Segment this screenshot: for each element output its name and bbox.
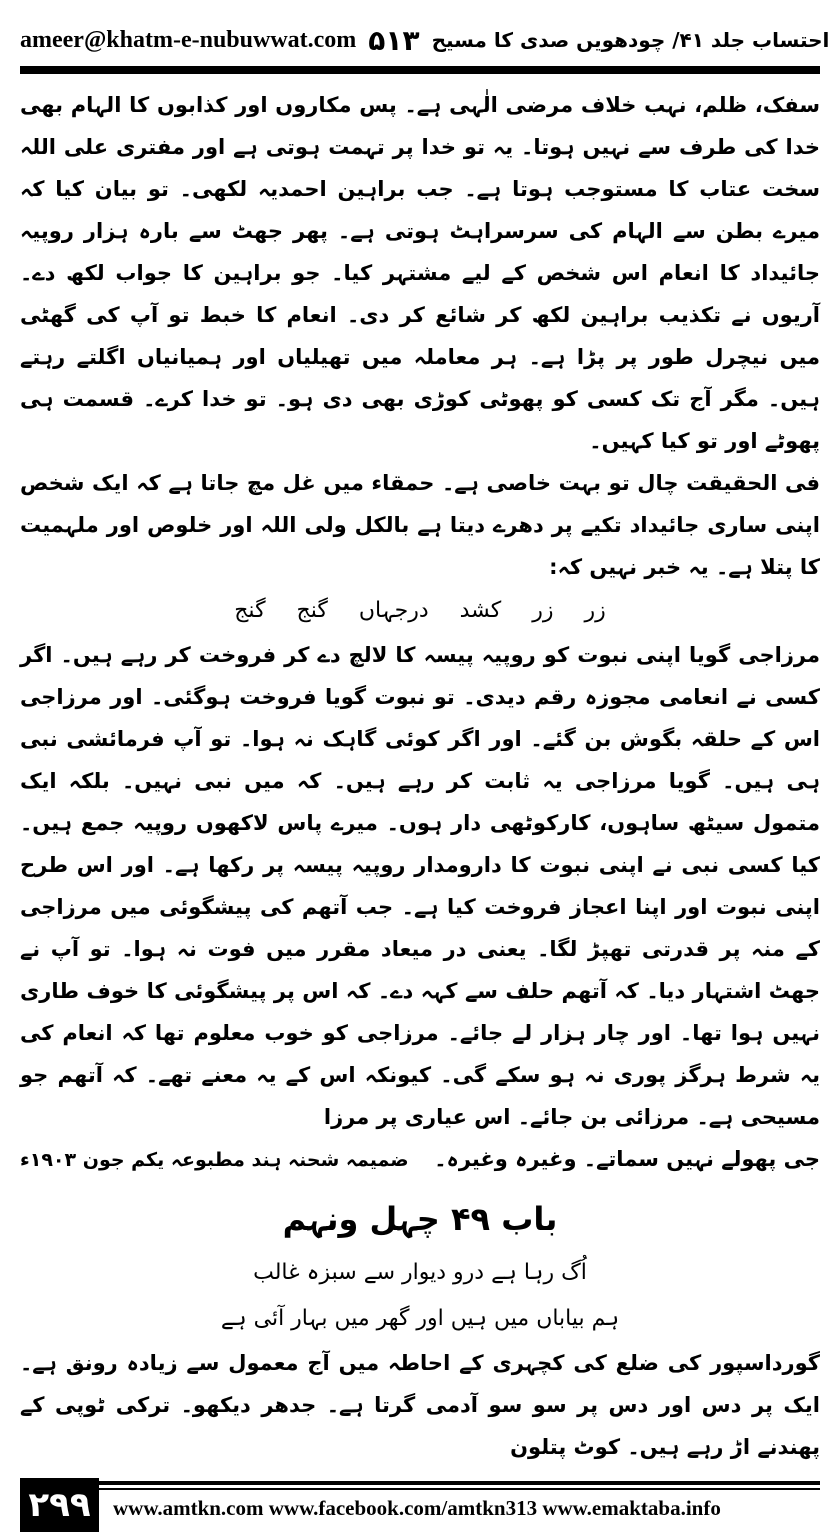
header-page-number: ۵۱۳	[368, 23, 420, 57]
header-book-title: احتساب جلد ۴۱/ چودھویں صدی کا مسیح	[431, 28, 830, 52]
text-line: ہزار روپیہ جائیداد کا انعام اس شخص کے لیے مشتہر کیا۔ جو براہین کا جواب لکھ دے۔ آریوں نے	[20, 219, 821, 327]
text-line: نہیں ہوا تھا۔ اور چار ہزار لے جائے۔ مرزاجی کو خوب معلوم تھا کہ انعام کی یہ شرط ہرگز پوری نہ	[20, 1021, 821, 1087]
text-line: میں تھیلیاں اور ہمیانیاں اگلتے رہتے ہیں۔ مگر آج تک کسی کو پھوٹی کوڑی بھی دی ہو۔ تو خدا	[20, 345, 820, 411]
header-rule	[20, 66, 820, 74]
persian-verse: زر زر کشد درجہاں گنج گنج	[234, 598, 606, 623]
paragraph	[20, 84, 820, 462]
footer-page-number: ۲۹۹	[20, 1478, 99, 1532]
paragraph	[20, 1342, 820, 1468]
chapter-title: باب ۴۹ چہل ونہم	[282, 1200, 558, 1238]
verse-line: اُگ رہا ہے درو دیوار سے سبزہ غالب	[253, 1260, 587, 1285]
text-line: کیا ہے۔ جب آتھم کی پیشگوئی میں مرزاجی کے منہ پر قدرتی تھپڑ لگا۔ یعنی در میعاد مقرر میں فوت	[20, 895, 820, 961]
text-line: جی پھولے نہیں سماتے۔ وغیرہ وغیرہ۔	[434, 1147, 820, 1171]
header-email: ameer@khatm-e-nubuwwat.com	[20, 26, 357, 53]
text-line: کرے۔ قسمت ہی پھوٹے اور تو کیا کہیں۔	[20, 387, 820, 453]
text-line: دس اور دس پر سو سو آدمی گرتا ہے۔ جدھر دیکھو۔ ترکی ٹوپی کے پھندنے اڑ رہے ہیں۔ کوٹ پتلون	[20, 1393, 820, 1459]
text-line: نبی نے اپنی نبوت کا دارومدار روپیہ پیسہ پر رکھا ہے۔ اور اس طرح اپنی نبوت اور اپنا اعجاز فروخت	[20, 853, 821, 919]
text-line: اگر کوئی گاہک نہ ہوا۔ تو آپ فرمائشی نبی ہی ہیں۔ گویا مرزاجی یہ ثابت کر رہے ہیں۔ کہ میں نبی	[20, 727, 821, 793]
text-line: فی الحقیقت چال تو بہت خاصی ہے۔ حمقاء میں غل مچ جاتا ہے کہ ایک شخص اپنی ساری	[20, 471, 820, 537]
page-header	[20, 0, 830, 62]
footer-right	[99, 1478, 820, 1532]
text-line: تکذیب براہین لکھ کر شائع کر دی۔ انعام کا خبط تو آپ کی گھٹی میں نیچرل طور پر پڑا ہے۔ ہر معاملہ	[20, 303, 820, 369]
footer-links: www.amtkn.com www.facebook.com/amtkn313 www.emaktaba.info	[113, 1496, 721, 1520]
text-line: سفک، ظلم، نہب خلاف مرضی الٰہی ہے۔ پس مکاروں اور کذابوں کا الہام بھی خدا کی طرف سے	[20, 93, 821, 159]
paragraph	[20, 634, 820, 1138]
source-attribution: ضمیمہ شحنہ ہند مطبوعہ یکم جون ۱۹۰۳ء	[20, 1149, 409, 1171]
text-line: ہو سکے گی۔ کیونکہ اس کے یہ معنے تھے۔ کہ آتھم جو مسیحی ہے۔ مرزائی بن جائے۔ اس عیاری پر مرزا	[20, 1063, 820, 1129]
text-line: جائیداد تکیے پر دھرے دیتا ہے بالکل ولی اللہ اور خلوص اور ملہمیت کا پتلا ہے۔ یہ خبر نہیں کہ:	[20, 513, 820, 579]
verse-line: ہم بیاباں میں ہیں اور گھر میں بہار آئی ہے	[220, 1306, 620, 1331]
footer-rule	[99, 1481, 820, 1485]
text-line: انعامی مجوزہ رقم دیدی۔ تو نبوت گویا فروخت ہوگئی۔ اور مرزاجی اس کے حلقہ بگوش بن گئے۔ اور	[20, 685, 821, 751]
page-footer	[20, 1478, 820, 1535]
text-line: نہیں۔ بلکہ ایک متمول سیٹھ ساہوں، کارکوٹھی دار ہوں۔ میرے پاس لاکھوں روپیہ جمع ہیں۔ کیا کسی	[20, 769, 821, 877]
text-line: براہین احمدیہ لکھی۔ تو بیان کیا کہ میرے بطن سے الہام کی سرسراہٹ ہوتی ہے۔ پھر جھٹ سے بارہ	[20, 177, 821, 243]
text-line: نہ ہوا۔ تو آپ نے جھٹ اشتہار دیا۔ کہ آتھم حلف سے کہہ دے۔ کہ اس پر پیشگوئی کا خوف طاری	[20, 937, 820, 1003]
paragraph-end-row	[20, 1138, 820, 1180]
text-line: گورداسپور کی ضلع کی کچہری کے احاطہ میں آج معمول سے زیادہ رونق ہے۔ ایک پر	[20, 1351, 820, 1417]
paragraph	[20, 462, 820, 588]
text-line: نہیں ہوتا۔ یہ تو خدا پر تہمت ہوتی ہے اور مفتری علی اللہ سخت عتاب کا مستوجب ہوتا ہے۔ جب	[20, 135, 820, 201]
text-line: مرزاجی گویا اپنی نبوت کو روپیہ پیسہ کا لالچ دے کر فروخت کر رہے ہیں۔ اگر کسی نے	[20, 643, 820, 709]
